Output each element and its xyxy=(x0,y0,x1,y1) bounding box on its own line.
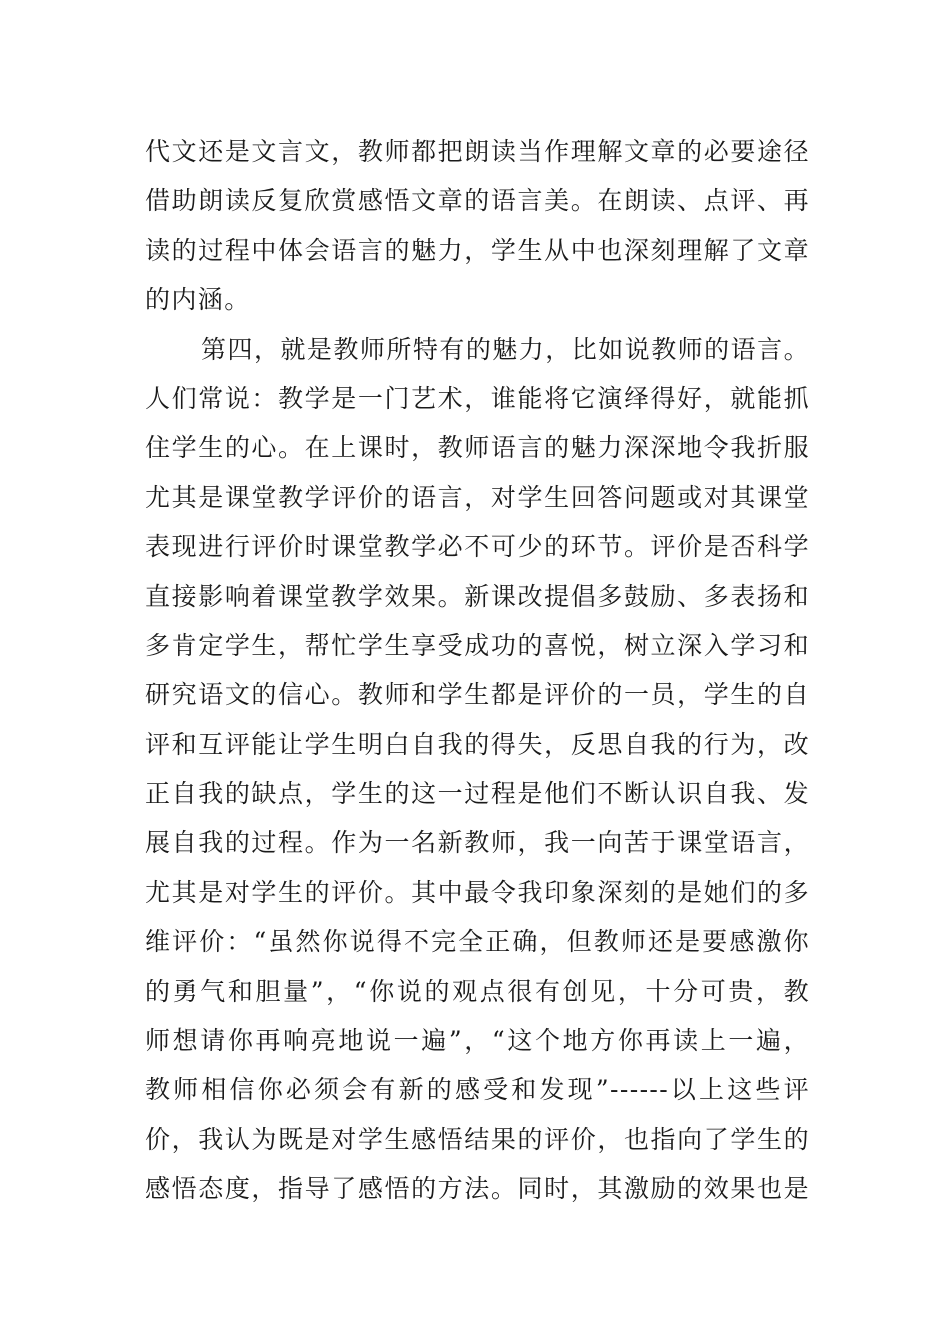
text-line: 价，我认为既是对学生感悟结果的评价，也指向了学生的 xyxy=(145,1124,810,1154)
text-line: 读的过程中体会语言的魅力，学生从中也深刻理解了文章 xyxy=(145,235,810,265)
text-line: 直接影响着课堂教学效果。新课改提倡多鼓励、多表扬和 xyxy=(145,581,810,611)
text-line: 多肯定学生，帮忙学生享受成功的喜悦，树立深入学习和 xyxy=(145,630,810,660)
text-line: 尤其是对学生的评价。其中最令我印象深刻的是她们的多 xyxy=(145,877,810,907)
text-line: 正自我的缺点，学生的这一过程是他们不断认识自我、发 xyxy=(145,779,810,809)
paragraph-start-line: 第四，就是教师所特有的魅力，比如说教师的语言。 xyxy=(201,334,810,364)
text-line: 维评价：“虽然你说得不完全正确，但教师还是要感激你 xyxy=(145,927,810,957)
text-line: 人们常说：教学是一门艺术，谁能将它演绎得好，就能抓 xyxy=(145,383,810,413)
text-line: 展自我的过程。作为一名新教师，我一向苦于课堂语言， xyxy=(145,828,810,858)
text-line: 代文还是文言文，教师都把朗读当作理解文章的必要途径 xyxy=(145,137,810,166)
text-line: 教师相信你必须会有新的感受和发现”------以上这些评 xyxy=(145,1075,810,1105)
text-line: 师想请你再响亮地说一遍”，“这个地方你再读上一遍， xyxy=(145,1026,810,1056)
text-line: 表现进行评价时课堂教学必不可少的环节。评价是否科学 xyxy=(145,532,810,562)
text-line: 的勇气和胆量”，“你说的观点很有创见，十分可贵，教 xyxy=(145,976,810,1006)
text-line: 的内涵。 xyxy=(145,285,251,315)
text-line: 尤其是课堂教学评价的语言，对学生回答问题或对其课堂 xyxy=(145,482,810,512)
text-line: 评和互评能让学生明白自我的得失，反思自我的行为，改 xyxy=(145,729,810,759)
text-line: 住学生的心。在上课时，教师语言的魅力深深地令我折服 xyxy=(145,433,810,463)
body-text xyxy=(145,127,810,1214)
text-line: 借助朗读反复欣赏感悟文章的语言美。在朗读、点评、再 xyxy=(145,186,810,216)
text-line: 研究语文的信心。教师和学生都是评价的一员，学生的自 xyxy=(145,680,810,710)
text-line: 感悟态度，指导了感悟的方法。同时，其激励的效果也是 xyxy=(145,1174,810,1204)
